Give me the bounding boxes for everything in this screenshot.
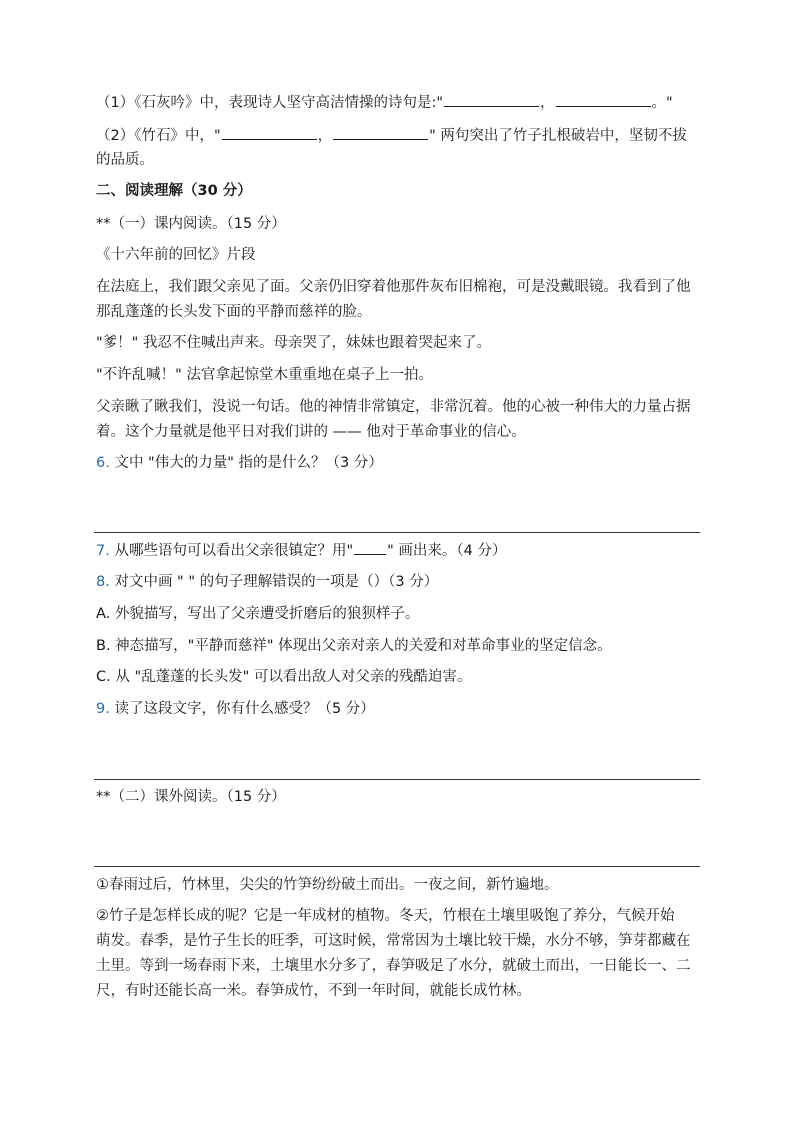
section-title: 二、阅读理解（30 分） — [96, 183, 252, 199]
question-text: 读了这段文字，你有什么感受？（5 分） — [109, 701, 375, 717]
question-1-text: （1）《石灰吟》中，表现诗人坚守高洁情操的诗句是:" — [96, 95, 444, 111]
option-c[interactable]: C. 从 "乱蓬蓬的长头发" 可以看出敌人对父亲的残酷迫害。 — [96, 669, 472, 685]
answer-blank[interactable] — [556, 93, 651, 107]
question-2-text: （2）《竹石》中，" — [96, 128, 221, 144]
answer-blank[interactable] — [354, 541, 386, 555]
question-2-text-b: " 两句突出了竹子扎根破岩中，坚韧不拔 — [429, 128, 687, 144]
answer-line[interactable] — [94, 779, 700, 780]
question-6 — [96, 454, 383, 472]
question-number: 7. — [96, 543, 110, 559]
option-b[interactable]: B. 神态描写，"平静而慈祥" 体现出父亲对亲人的关爱和对革命事业的坚定信念。 — [96, 638, 612, 654]
excerpt-title: 《十六年前的回忆》片段 — [96, 247, 256, 263]
answer-blank[interactable] — [333, 126, 428, 140]
reading2-line: 尺，有时还能长高一米。春笋成竹，不到一年时间，就能长成竹林。 — [96, 983, 531, 999]
question-7 — [96, 541, 507, 560]
answer-line[interactable] — [94, 532, 700, 533]
divider-line — [94, 866, 700, 867]
question-text: 从哪些语句可以看出父亲很镇定？用" — [109, 543, 354, 559]
passage-line: "不许乱喊！" 法官拿起惊堂木重重地在桌子上一拍。 — [96, 367, 433, 383]
passage-line: 着。这个力量就是他平日对我们讲的 —— 他对于革命事业的信心。 — [96, 424, 526, 440]
part2-title: **（二）课外阅读。（15 分） — [96, 789, 286, 805]
question-number: 9. — [96, 701, 110, 717]
passage-line: 那乱蓬蓬的长头发下面的平静而慈祥的脸。 — [96, 304, 372, 320]
question-9 — [96, 700, 375, 718]
reading2-line: ②竹子是怎样长成的呢？它是一年成材的植物。冬天，竹根在土壤里吸饱了养分，气候开始 — [96, 908, 675, 924]
closing-quote: 。" — [651, 95, 673, 111]
reading2-line: 萌发。春季，是竹子生长的旺季，可这时候，常常因为土壤比较干燥，水分不够，笋芽都藏在 — [96, 933, 691, 949]
comma: ， — [317, 128, 333, 144]
reading2-line: 土里。等到一场春雨下来，土壤里水分多了，春笋吸足了水分，就破土而出，一日能长一、二 — [96, 958, 691, 974]
part1-title: **（一）课内阅读。（15 分） — [96, 216, 286, 232]
question-text-b: " 画出来。（4 分） — [387, 543, 507, 559]
question-2-continuation: 的品质。 — [96, 152, 154, 168]
option-a[interactable]: A. 外貌描写，写出了父亲遭受折磨后的狼狈样子。 — [96, 606, 420, 622]
question-number: 8. — [96, 574, 110, 590]
question-number: 6. — [96, 455, 110, 471]
question-1-line — [96, 93, 673, 112]
passage-line: "爹！" 我忍不住喊出声来。母亲哭了，妹妹也跟着哭起来了。 — [96, 335, 491, 351]
question-text: 文中 "伟大的力量" 指的是什么？（3 分） — [109, 455, 383, 471]
answer-blank[interactable] — [222, 126, 317, 140]
reading2-line: ①春雨过后，竹林里，尖尖的竹笋纷纷破土而出。一夜之间，新竹遍地。 — [96, 877, 559, 893]
answer-blank[interactable] — [444, 93, 539, 107]
question-2-line — [96, 126, 687, 145]
question-text: 对文中画 " " 的句子理解错误的一项是（）（3 分） — [109, 574, 439, 590]
passage-line: 父亲瞅了瞅我们，没说一句话。他的神情非常镇定，非常沉着。他的心被一种伟大的力量占据 — [96, 399, 691, 415]
passage-line: 在法庭上，我们跟父亲见了面。父亲仍旧穿着他那件灰布旧棉袍，可是没戴眼镜。我看到了他 — [96, 279, 691, 295]
comma: ， — [540, 95, 555, 111]
question-8 — [96, 573, 438, 591]
